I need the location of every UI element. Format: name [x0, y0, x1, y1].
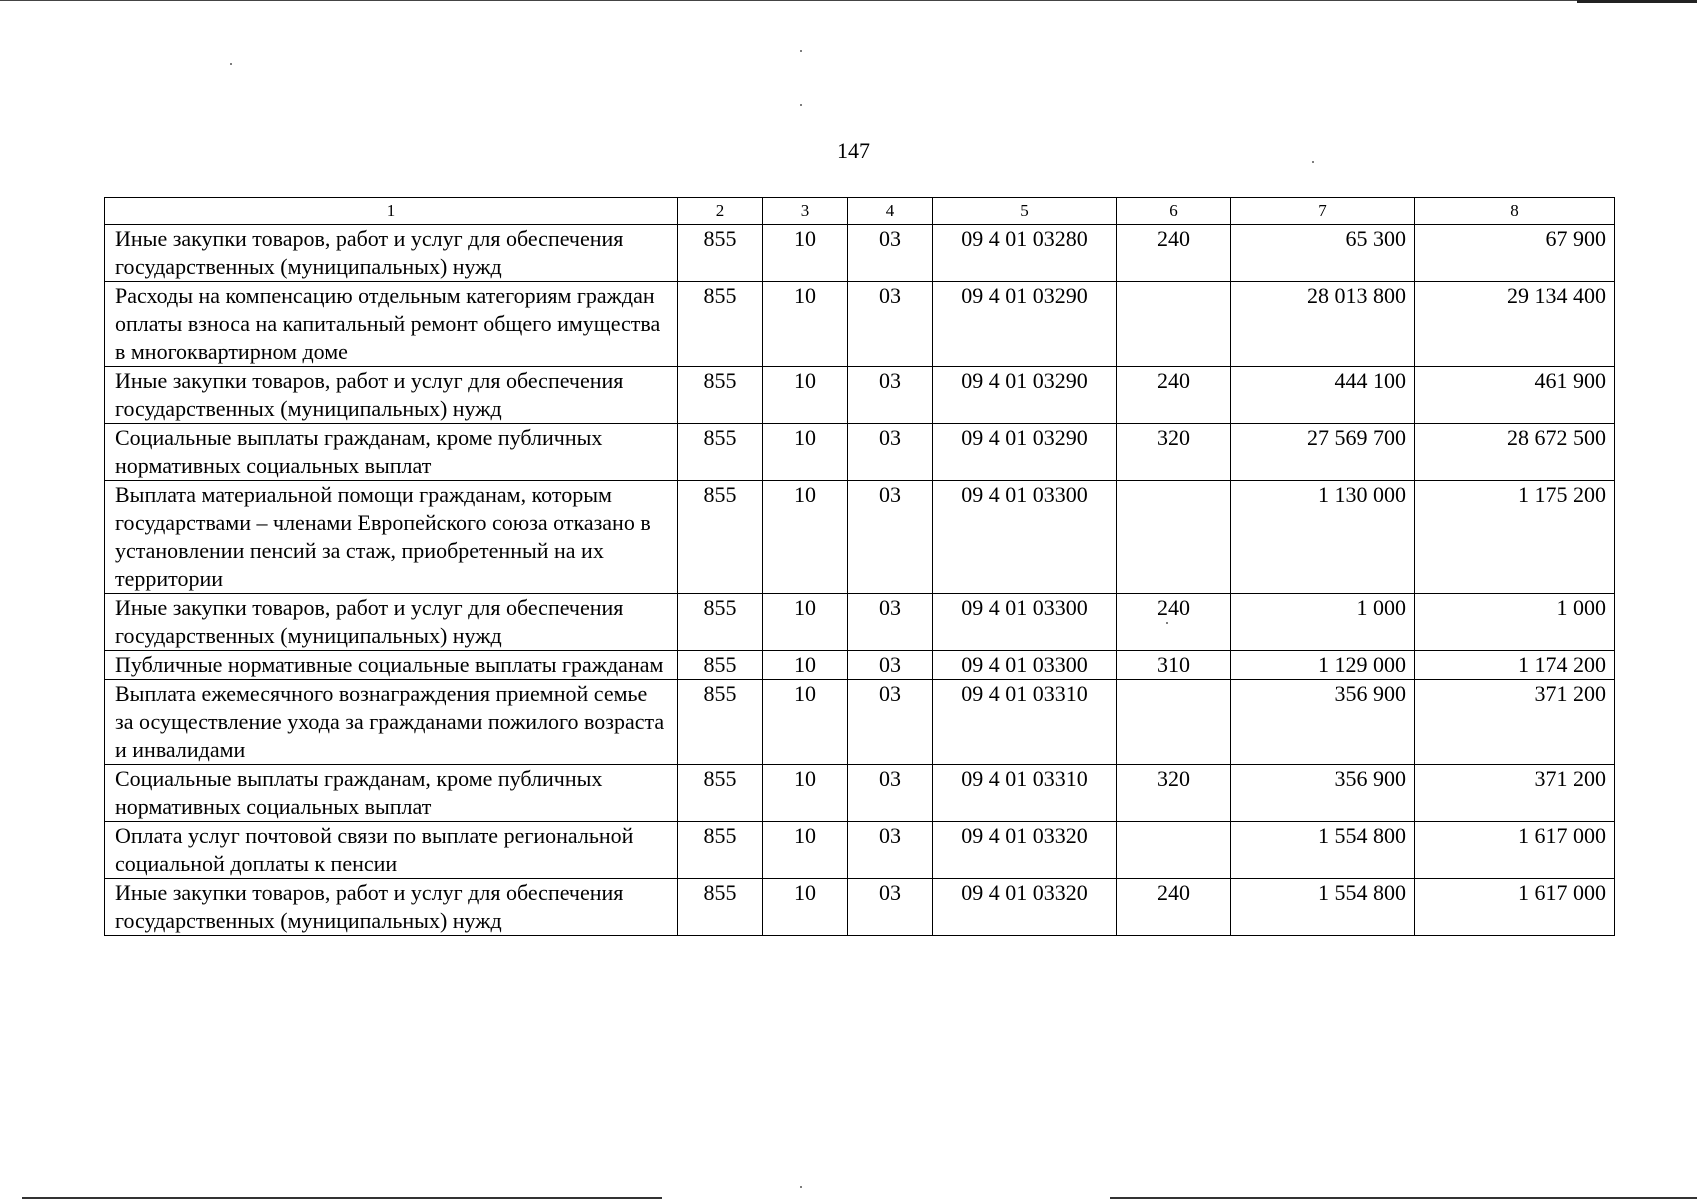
row-ved: 855 — [678, 594, 763, 651]
row-vr: 240 — [1117, 367, 1231, 424]
table-row — [105, 481, 1615, 594]
row-ved: 855 — [678, 680, 763, 765]
row-sum-col8: 1 175 200 — [1415, 481, 1615, 594]
row-vr: 310 — [1117, 651, 1231, 680]
table-row — [105, 651, 1615, 680]
row-rz: 10 — [763, 879, 848, 936]
row-sum-col7: 1 000 — [1231, 594, 1415, 651]
row-sum-col8: 461 900 — [1415, 367, 1615, 424]
row-sum-col7: 356 900 — [1231, 680, 1415, 765]
budget-table — [104, 197, 1615, 936]
row-pr: 03 — [848, 367, 933, 424]
scan-speck — [230, 63, 232, 65]
row-csr: 09 4 01 03290 — [933, 424, 1117, 481]
row-name: Публичные нормативные социальные выплаты гражданам — [105, 651, 678, 680]
row-csr: 09 4 01 03310 — [933, 680, 1117, 765]
scan-edge-mark — [1577, 0, 1697, 3]
table-row — [105, 594, 1615, 651]
row-name: Иные закупки товаров, работ и услуг для обеспечения государственных (муниципальных) нужд — [105, 367, 678, 424]
row-sum-col7: 27 569 700 — [1231, 424, 1415, 481]
row-name: Иные закупки товаров, работ и услуг для обеспечения государственных (муниципальных) нужд — [105, 594, 678, 651]
row-pr: 03 — [848, 424, 933, 481]
row-csr: 09 4 01 03320 — [933, 822, 1117, 879]
row-pr: 03 — [848, 680, 933, 765]
row-csr: 09 4 01 03300 — [933, 481, 1117, 594]
row-ved: 855 — [678, 822, 763, 879]
row-name: Выплата материальной помощи гражданам, которым государствами – членами Европейского союза отказано в установлении пенсий за стаж, приобретенный на их территории — [105, 481, 678, 594]
row-sum-col7: 356 900 — [1231, 765, 1415, 822]
header-cell-1: 1 — [105, 198, 678, 225]
row-pr: 03 — [848, 282, 933, 367]
header-cell-8: 8 — [1415, 198, 1615, 225]
row-name: Расходы на компенсацию отдельным категориям граждан оплаты взноса на капитальный ремонт общего имущества в многоквартирном доме — [105, 282, 678, 367]
row-ved: 855 — [678, 651, 763, 680]
row-sum-col7: 1 129 000 — [1231, 651, 1415, 680]
row-ved: 855 — [678, 367, 763, 424]
scan-speck — [800, 1186, 802, 1188]
row-pr: 03 — [848, 481, 933, 594]
header-cell-4: 4 — [848, 198, 933, 225]
row-vr — [1117, 822, 1231, 879]
row-rz: 10 — [763, 680, 848, 765]
row-pr: 03 — [848, 594, 933, 651]
row-vr — [1117, 481, 1231, 594]
row-ved: 855 — [678, 879, 763, 936]
header-row — [105, 198, 1615, 225]
row-name: Оплата услуг почтовой связи по выплате региональной социальной доплаты к пенсии — [105, 822, 678, 879]
row-rz: 10 — [763, 822, 848, 879]
row-vr — [1117, 680, 1231, 765]
row-csr: 09 4 01 03300 — [933, 651, 1117, 680]
row-rz: 10 — [763, 481, 848, 594]
table-row — [105, 367, 1615, 424]
top-edge-line — [0, 0, 1697, 1]
row-name: Иные закупки товаров, работ и услуг для обеспечения государственных (муниципальных) нужд — [105, 225, 678, 282]
row-rz: 10 — [763, 225, 848, 282]
table-row — [105, 225, 1615, 282]
row-vr: 320 — [1117, 424, 1231, 481]
row-pr: 03 — [848, 822, 933, 879]
row-pr: 03 — [848, 879, 933, 936]
row-name: Социальные выплаты гражданам, кроме публичных нормативных социальных выплат — [105, 424, 678, 481]
bottom-edge-line-right — [1110, 1197, 1697, 1199]
row-rz: 10 — [763, 651, 848, 680]
row-sum-col8: 1 617 000 — [1415, 822, 1615, 879]
row-csr: 09 4 01 03320 — [933, 879, 1117, 936]
header-cell-2: 2 — [678, 198, 763, 225]
row-pr: 03 — [848, 765, 933, 822]
table-row — [105, 424, 1615, 481]
table-row — [105, 822, 1615, 879]
row-sum-col8: 28 672 500 — [1415, 424, 1615, 481]
row-sum-col8: 29 134 400 — [1415, 282, 1615, 367]
row-csr: 09 4 01 03310 — [933, 765, 1117, 822]
scan-speck — [800, 104, 802, 106]
header-cell-5: 5 — [933, 198, 1117, 225]
row-ved: 855 — [678, 424, 763, 481]
header-cell-3: 3 — [763, 198, 848, 225]
row-sum-col8: 67 900 — [1415, 225, 1615, 282]
table-row — [105, 879, 1615, 936]
row-csr: 09 4 01 03280 — [933, 225, 1117, 282]
row-sum-col8: 1 174 200 — [1415, 651, 1615, 680]
table-row — [105, 765, 1615, 822]
row-csr: 09 4 01 03300 — [933, 594, 1117, 651]
row-name: Выплата ежемесячного вознаграждения приемной семье за осуществление ухода за гражданами пожилого возраста и инвалидами — [105, 680, 678, 765]
table-row — [105, 680, 1615, 765]
row-rz: 10 — [763, 282, 848, 367]
row-name: Иные закупки товаров, работ и услуг для обеспечения государственных (муниципальных) нужд — [105, 879, 678, 936]
row-rz: 10 — [763, 367, 848, 424]
row-vr: 320 — [1117, 765, 1231, 822]
row-pr: 03 — [848, 225, 933, 282]
row-csr: 09 4 01 03290 — [933, 282, 1117, 367]
bottom-edge-line-left — [22, 1197, 662, 1199]
row-sum-col8: 371 200 — [1415, 765, 1615, 822]
row-rz: 10 — [763, 594, 848, 651]
row-sum-col7: 1 554 800 — [1231, 879, 1415, 936]
scan-speck — [800, 50, 802, 52]
table-row — [105, 282, 1615, 367]
row-pr: 03 — [848, 651, 933, 680]
row-ved: 855 — [678, 282, 763, 367]
row-vr: 240 — [1117, 225, 1231, 282]
row-vr: 240 — [1117, 879, 1231, 936]
row-sum-col8: 1 000 — [1415, 594, 1615, 651]
row-sum-col7: 1 130 000 — [1231, 481, 1415, 594]
row-ved: 855 — [678, 225, 763, 282]
row-ved: 855 — [678, 481, 763, 594]
row-rz: 10 — [763, 424, 848, 481]
row-sum-col7: 444 100 — [1231, 367, 1415, 424]
header-cell-7: 7 — [1231, 198, 1415, 225]
row-name: Социальные выплаты гражданам, кроме публичных нормативных социальных выплат — [105, 765, 678, 822]
page-number: 147 — [837, 138, 870, 163]
row-ved: 855 — [678, 765, 763, 822]
row-vr: 240 — [1117, 594, 1231, 651]
row-csr: 09 4 01 03290 — [933, 367, 1117, 424]
row-sum-col8: 371 200 — [1415, 680, 1615, 765]
row-sum-col7: 65 300 — [1231, 225, 1415, 282]
row-vr — [1117, 282, 1231, 367]
header-cell-6: 6 — [1117, 198, 1231, 225]
row-sum-col7: 28 013 800 — [1231, 282, 1415, 367]
row-sum-col8: 1 617 000 — [1415, 879, 1615, 936]
row-rz: 10 — [763, 765, 848, 822]
row-sum-col7: 1 554 800 — [1231, 822, 1415, 879]
